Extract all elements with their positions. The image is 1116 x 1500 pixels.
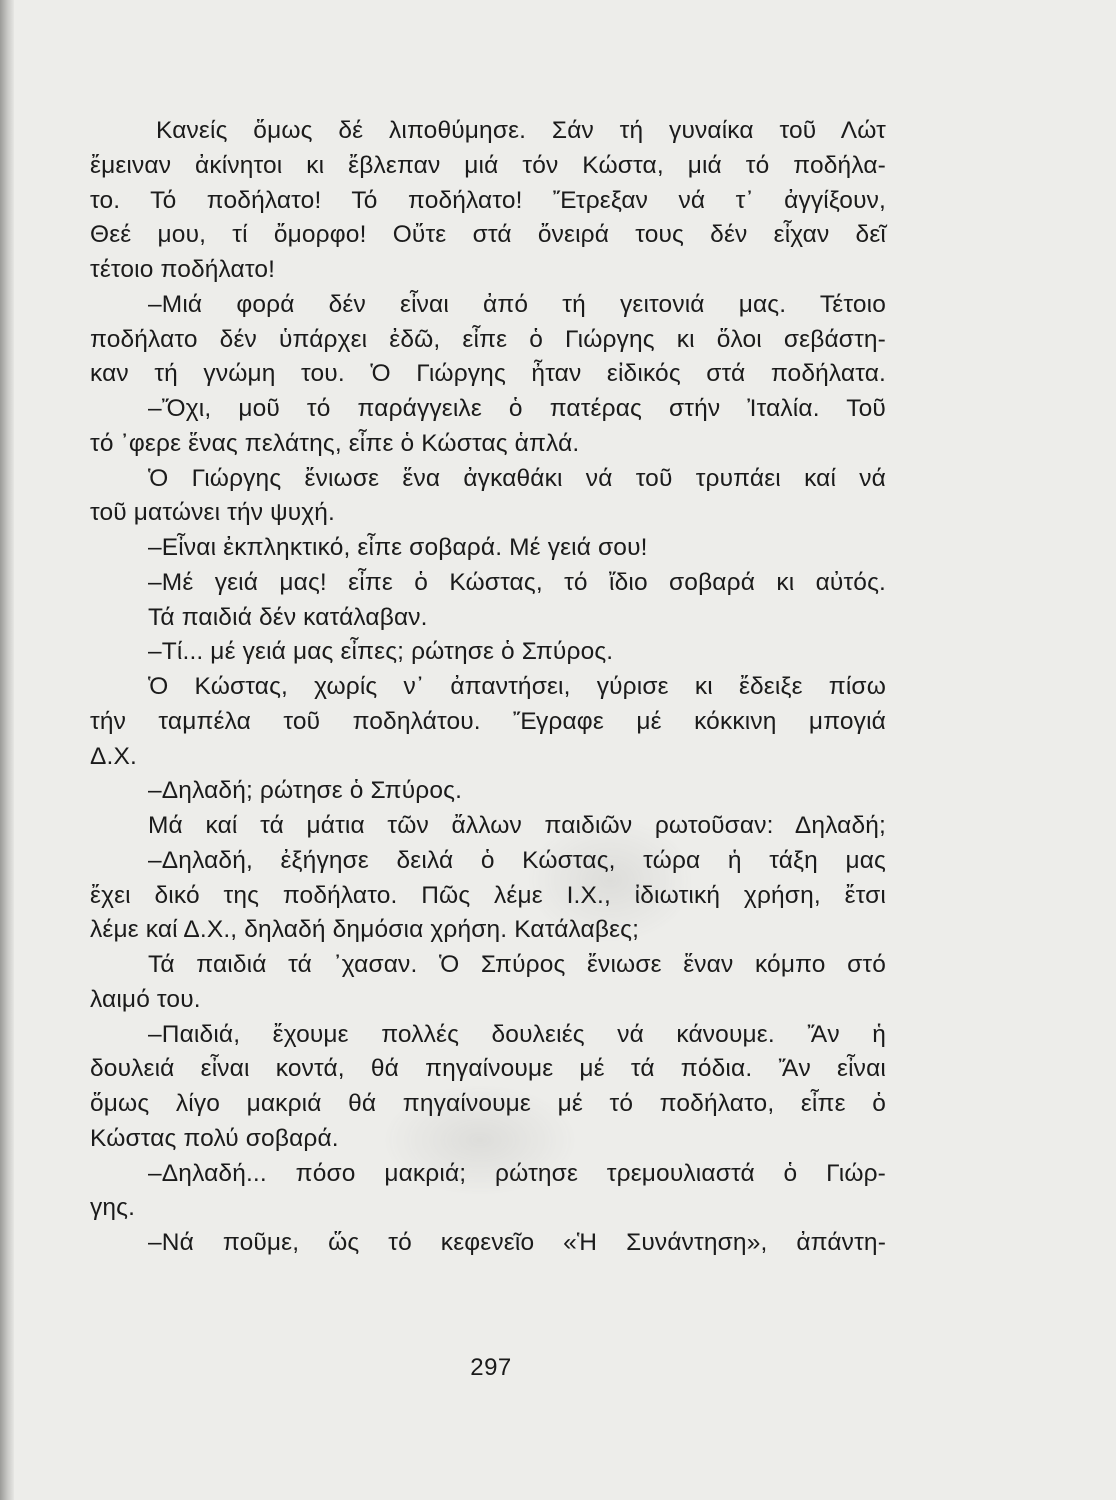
text-line: Θεέ μου, τί ὄμορφο! Οὔτε στά ὄνειρά τους δέν εἶχαν δεῖ [90,221,886,249]
text-line: –Ὄχι, μοῦ τό παράγγειλε ὁ πατέρας στήν Ἰταλία. Τοῦ [148,395,886,422]
page-number: 297 [470,1354,512,1381]
text-line: ἔχει δικό της ποδήλατο. Πῶς λέμε Ι.Χ., ἰδιωτική χρήση, ἔτσι [90,881,886,909]
text-line: γης. [90,1194,136,1222]
text-line: Ὁ Γιώργης ἔνιωσε ἕνα ἀγκαθάκι νά τοῦ τρυπάει καί νά [148,464,886,492]
text-line: δουλειά εἶναι κοντά, θά πηγαίνουμε μέ τά πόδια. Ἄν εἶναι [90,1055,886,1083]
text-line: –Μέ γειά μας! εἶπε ὁ Κώστας, τό ἴδιο σοβαρά κι αὐτός. [148,568,886,596]
text-line: –Παιδιά, ἔχουμε πολλές δουλειές νά κάνουμε. Ἄν ἡ [148,1020,886,1048]
text-line: Τά παιδιά τά ᾽χασαν. Ὁ Σπύρος ἔνιωσε ἕναν κόμπο στό [148,951,886,978]
text-line: Μά καί τά μάτια τῶν ἄλλων παιδιῶν ρωτοῦσαν: Δηλαδή; [148,812,886,839]
text-line: –Δηλαδή... πόσο μακριά; ρώτησε τρεμουλιαστά ὁ Γιώρ- [148,1159,886,1187]
text-line: τήν ταμπέλα τοῦ ποδηλάτου. Ἔγραφε μέ κόκκινη μπογιά [90,707,886,735]
text-line: τέτοιο ποδήλατο! [90,256,276,283]
body-text [90,114,886,1261]
text-line: Ὁ Κώστας, χωρίς ν᾽ ἀπαντήσει, γύρισε κι ἔδειξε πίσω [148,673,886,700]
text-line: το. Τό ποδήλατο! Τό ποδήλατο! Ἔτρεξαν νά τ᾽ ἀγγίξουν, [90,186,886,214]
text-line: –Εἶναι ἐκπληκτικό, εἶπε σοβαρά. Μέ γειά σου! [148,534,648,561]
text-line: –Μιά φορά δέν εἶναι ἀπό τή γειτονιά μας. Τέτοιο [148,290,886,318]
text-line: τοῦ ματώνει τήν ψυχή. [90,499,335,527]
text-line: ὅμως λίγο μακριά θά πηγαίνουμε μέ τό ποδήλατο, εἶπε ὁ [90,1090,886,1117]
text-line: –Δηλαδή, ἐξήγησε δειλά ὁ Κώστας, τώρα ἡ τάξη μας [148,846,886,874]
text-line: ἔμειναν ἀκίνητοι κι ἔβλεπαν μιά τόν Κώστα, μιά τό ποδήλα- [90,151,886,179]
text-line: –Τί... μέ γειά μας εἶπες; ρώτησε ὁ Σπύρος. [148,638,614,666]
text-line: Κώστας πολύ σοβαρά. [90,1124,339,1152]
text-line: –Δηλαδή; ρώτησε ὁ Σπύρος. [148,777,463,805]
text-line: Κανείς ὅμως δέ λιποθύμησε. Σάν τή γυναίκα τοῦ Λώτ [156,117,886,144]
text-line: τό ᾽φερε ἕνας πελάτης, εἶπε ὁ Κώστας ἁπλά. [90,429,580,457]
text-line: λέμε καί Δ.Χ., δηλαδή δημόσια χρήση. Κατάλαβες; [90,916,640,944]
text-line: Τά παιδιά δέν κατάλαβαν. [148,603,428,631]
book-spine-shadow [0,0,14,1500]
text-line: –Νά ποῦμε, ὥς τό κεφενεῖο «Ἡ Συνάντηση», ἀπάντη- [148,1229,886,1256]
text-line: λαιμό του. [90,985,201,1013]
text-line: Δ.Χ. [90,742,137,770]
text-line: καν τή γνώμη του. Ὁ Γιώργης ἦταν εἰδικός στά ποδήλατα. [90,360,886,388]
text-line: ποδήλατο δέν ὑπάρχει ἐδῶ, εἶπε ὁ Γιώργης κι ὅλοι σεβάστη- [90,325,886,353]
